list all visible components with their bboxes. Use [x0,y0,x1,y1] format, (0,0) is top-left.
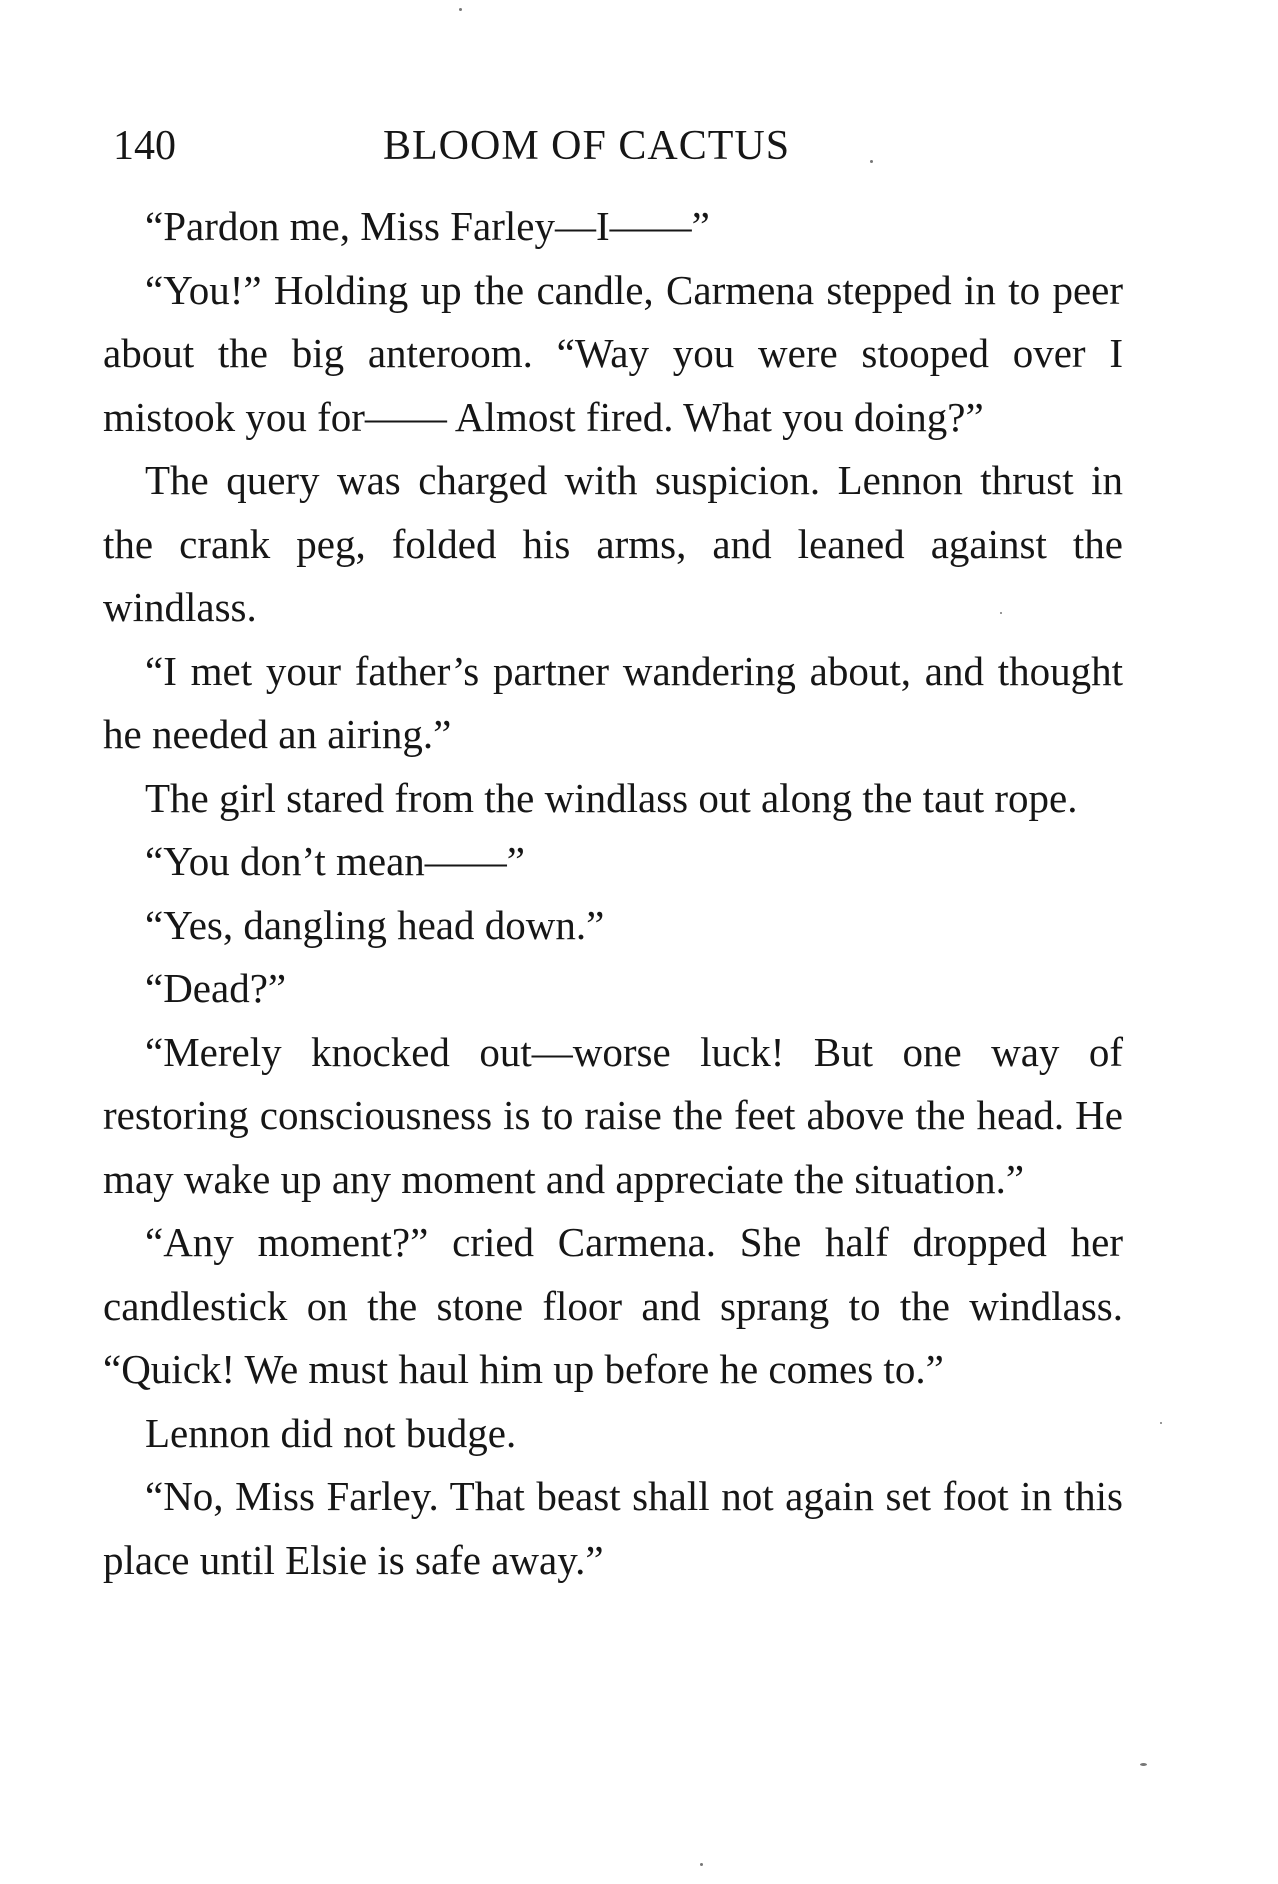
page-number: 140 [113,123,176,169]
scan-speck [700,1863,703,1866]
scan-speck [1140,1763,1147,1766]
scan-speck [1160,1422,1162,1424]
paragraph: “I met your father’s partner wandering about, and thought he needed an airing.” [103,647,1123,757]
running-head: BLOOM OF CACTUS [383,123,791,169]
paragraph: The girl stared from the windlass out along the taut rope. [145,774,1078,821]
paragraph: “You don’t mean——” [145,838,525,884]
paragraph: “No, Miss Farley. That beast shall not again set foot in this place until Elsie is safe away.” [103,1473,1123,1583]
paragraph: “You!” Holding up the candle, Carmena stepped in to peer about the big anteroom. “Way you were stooped over I mistook you for—— Almost fired. What you doing?” [103,266,1123,440]
page-header [113,118,873,178]
paragraph: The query was charged with suspicion. Lennon thrust in the crank peg, folded his arms, and leaned against the windlass. [103,457,1123,630]
scan-speck [870,160,873,163]
scan-speck [1000,612,1002,614]
paragraph: “Pardon me, Miss Farley—I——” [145,203,710,249]
paragraph: Lennon did not budge. [145,1409,517,1456]
scan-speck [459,8,462,11]
paragraph: “Any moment?” cried Carmena. She half dropped her candlestick on the stone floor and sprang to the windlass. “Quick! We must haul him up before he comes to.” [103,1219,1123,1392]
paragraph: “Dead?” [145,965,287,1011]
body-text [103,195,1123,1592]
paragraph: “Merely knocked out—worse luck! But one way of restoring consciousness is to raise the feet above the head. He may wake up any moment and appreciate the situation.” [103,1028,1123,1202]
paragraph: “Yes, dangling head down.” [145,901,605,948]
